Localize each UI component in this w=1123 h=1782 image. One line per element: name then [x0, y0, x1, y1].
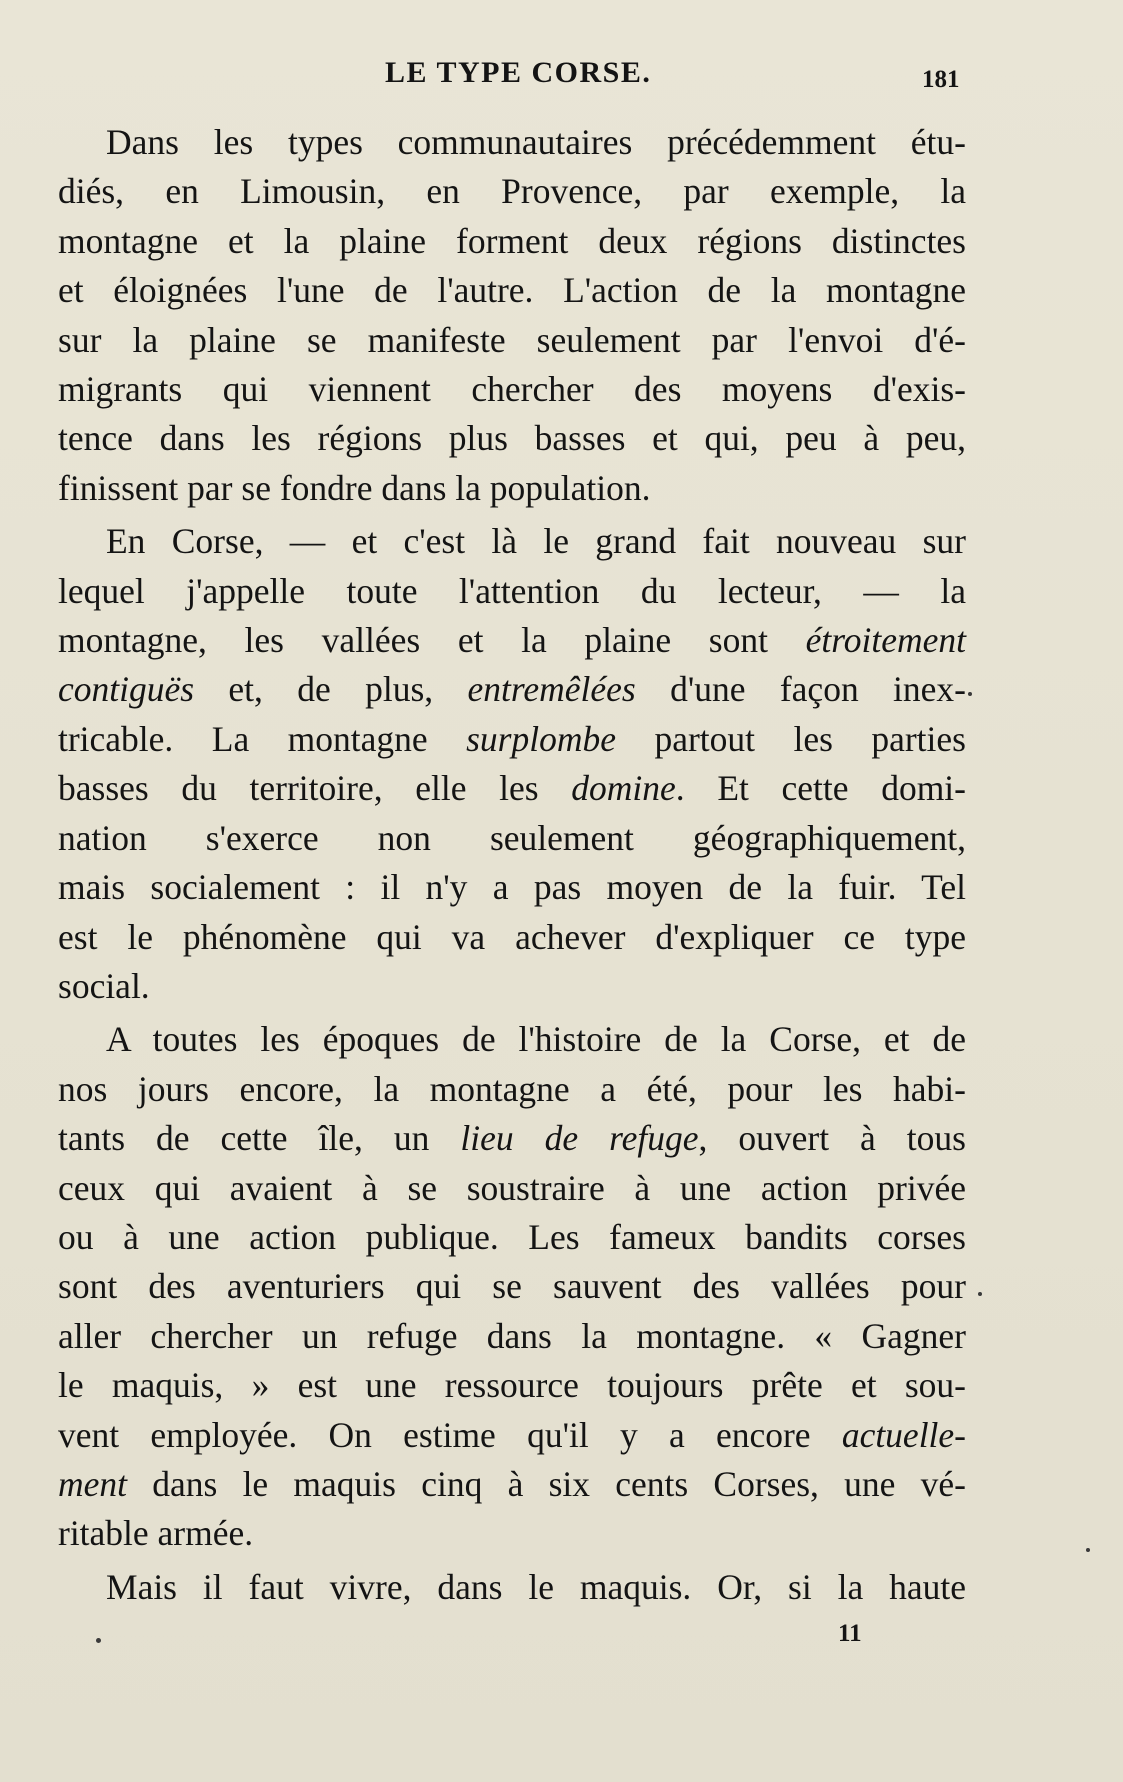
text-segment: montagne, les vallées et la plaine sont	[58, 620, 806, 661]
text-line: ou à une action publique. Les fameux bandits corses	[58, 1216, 966, 1257]
text-line: montagne et la plaine forment deux régions distinctes	[58, 220, 966, 261]
paragraph-3	[58, 1015, 966, 1558]
text-segment: d'une façon inex-	[635, 669, 966, 710]
text-line	[58, 616, 966, 665]
text-segment: basses du territoire, elle les	[58, 768, 572, 809]
ink-speck	[968, 692, 972, 696]
text-line: social.	[58, 965, 150, 1006]
italic-term: lieu de refuge	[460, 1118, 699, 1159]
text-line: ritable armée.	[58, 1513, 254, 1554]
italic-term: contiguës	[58, 669, 195, 710]
text-line: diés, en Limousin, en Provence, par exemple, la	[58, 171, 966, 212]
ink-speck	[1086, 1548, 1090, 1552]
italic-term: entremêlées	[467, 669, 636, 710]
text-segment: tricable. La montagne	[58, 718, 467, 759]
ink-speck	[978, 1292, 982, 1296]
text-line	[58, 715, 966, 764]
page-header	[0, 52, 1123, 92]
text-line	[58, 1411, 966, 1460]
text-line	[58, 1460, 966, 1509]
paragraph-4	[58, 1563, 966, 1612]
italic-term: domine	[571, 768, 676, 809]
text-segment: partout les parties	[616, 718, 966, 759]
text-line: aller chercher un refuge dans la montagne. « Gagner	[58, 1315, 966, 1356]
italic-term: surplombe	[466, 718, 616, 759]
text-line	[58, 764, 966, 813]
text-line: nos jours encore, la montagne a été, pour les habi-	[58, 1068, 966, 1109]
text-segment: tants de cette île, un	[58, 1118, 461, 1159]
text-segment: . Et cette domi-	[675, 768, 966, 809]
text-line: Mais il faut vivre, dans le maquis. Or, si la haute	[106, 1566, 966, 1607]
text-line: migrants qui viennent chercher des moyens d'exis-	[58, 369, 966, 410]
text-segment: dans le maquis cinq à six cents Corses, une vé-	[127, 1463, 966, 1504]
text-line: ceux qui avaient à se soustraire à une action privée	[58, 1167, 966, 1208]
signature-mark: 11	[838, 1620, 862, 1647]
body-text	[58, 118, 966, 1616]
text-line: A toutes les époques de l'histoire de la Corse, et de	[106, 1019, 966, 1060]
paragraph-2	[58, 517, 966, 1011]
text-line: est le phénomène qui va achever d'expliquer ce type	[58, 916, 966, 957]
text-line: et éloignées l'une de l'autre. L'action de la montagne	[58, 270, 966, 311]
text-line: le maquis, » est une ressource toujours prête et sou-	[58, 1365, 966, 1406]
text-line: finissent par se fondre dans la population.	[58, 467, 651, 508]
text-line: mais socialement : il n'y a pas moyen de la fuir. Tel	[58, 867, 966, 908]
text-line: lequel j'appelle toute l'attention du lecteur, — la	[58, 570, 966, 611]
text-line: En Corse, — et c'est là le grand fait nouveau sur	[106, 521, 966, 562]
paragraph-1	[58, 118, 966, 513]
italic-term: étroitement	[805, 620, 966, 661]
text-line	[58, 1114, 966, 1163]
text-line: nation s'exerce non seulement géographiquement,	[58, 817, 966, 858]
ink-speck	[96, 1638, 101, 1643]
text-line: sur la plaine se manifeste seulement par l'envoi d'é-	[58, 319, 966, 360]
text-line: Dans les types communautaires précédemment étu-	[106, 122, 966, 162]
italic-term: ment	[58, 1463, 128, 1504]
running-title: LE TYPE CORSE.	[385, 56, 652, 89]
text-line: tence dans les régions plus basses et qui, peu à peu,	[58, 418, 966, 459]
text-segment: et, de plus,	[194, 669, 468, 710]
text-line: sont des aventuriers qui se sauvent des vallées pour	[58, 1266, 966, 1307]
text-segment: vent employée. On estime qu'il y a encore	[58, 1414, 842, 1455]
page-number: 181	[922, 66, 960, 93]
text-segment: , ouvert à tous	[698, 1118, 966, 1159]
text-line	[58, 665, 966, 714]
italic-term: actuelle-	[841, 1414, 966, 1455]
